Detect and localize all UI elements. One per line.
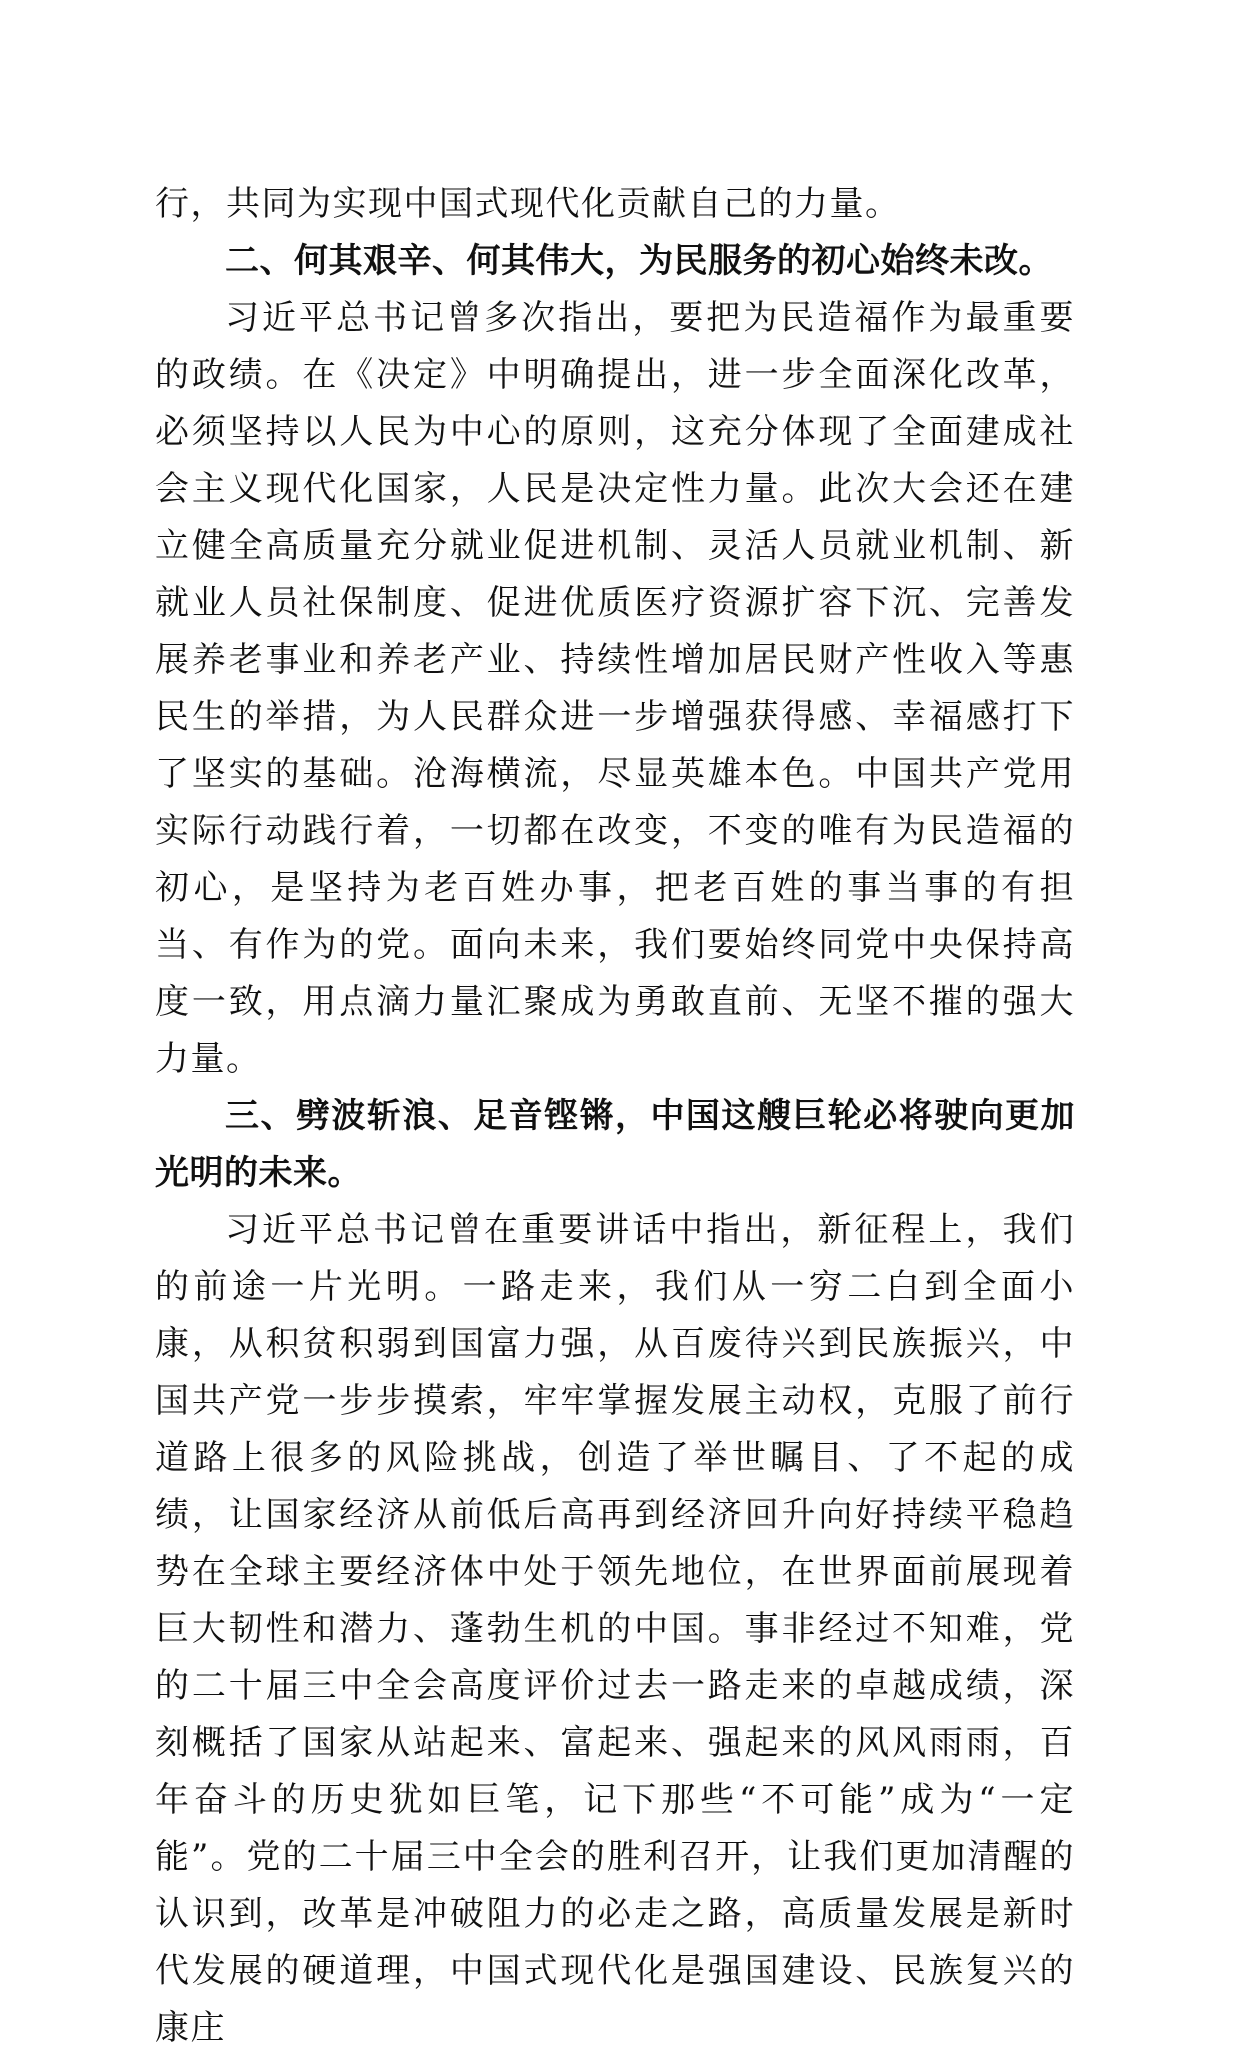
section-heading-2: 二、何其艰辛、何其伟大，为民服务的初心始终未改。 xyxy=(225,241,1053,281)
document-page xyxy=(155,176,1075,2057)
paragraph-section-3-body: 习近平总书记曾在重要讲话中指出，新征程上，我们的前途一片光明。一路走来，我们从一穷二白到全面小康，从积贫积弱到国富力强，从百废待兴到民族振兴，中国共产党一步步摸索，牢牢掌握发展主动权，克服了前行道路上很多的风险挑战，创造了举世瞩目、了不起的成绩，让国家经济从前低后高再到经济回升向好持续平稳趋势在全球主要经济体中处于领先地位，在世界面前展现着巨大韧性和潜力、蓬勃生机的中国。事非经过不知难，党的二十届三中全会高度评价过去一路走来的卓越成绩，深刻概括了国家从站起来、富起来、强起来的风风雨雨，百年奋斗的历史犹如巨笔，记下那些“不可能”成为“一定能”。党的二十届三中全会的胜利召开，让我们更加清醒的认识到，改革是冲破阻力的必走之路，高质量发展是新时代发展的硬道理，中国式现代化是强国建设、民族复兴的康庄 xyxy=(155,1210,1075,2048)
paragraph-section-2-body: 习近平总书记曾多次指出，要把为民造福作为最重要的政绩。在《决定》中明确提出，进一步全面深化改革，必须坚持以人民为中心的原则，这充分体现了全面建成社会主义现代化国家，人民是决定性力量。此次大会还在建立健全高质量充分就业促进机制、灵活人员就业机制、新就业人员社保制度、促进优质医疗资源扩容下沉、完善发展养老事业和养老产业、持续性增加居民财产性收入等惠民生的举措，为人民群众进一步增强获得感、幸福感打下了坚实的基础。沧海横流，尽显英雄本色。中国共产党用实际行动践行着，一切都在改变，不变的唯有为民造福的初心，是坚持为老百姓办事，把老百姓的事当事的有担当、有作为的党。面向未来，我们要始终同党中央保持高度一致，用点滴力量汇聚成为勇敢直前、无坚不摧的强大力量。 xyxy=(155,298,1075,1079)
paragraph-continuation: 行，共同为实现中国式现代化贡献自己的力量。 xyxy=(155,184,901,224)
section-heading-3: 三、劈波斩浪、足音铿锵，中国这艘巨轮必将驶向更加光明的未来。 xyxy=(155,1096,1075,1193)
